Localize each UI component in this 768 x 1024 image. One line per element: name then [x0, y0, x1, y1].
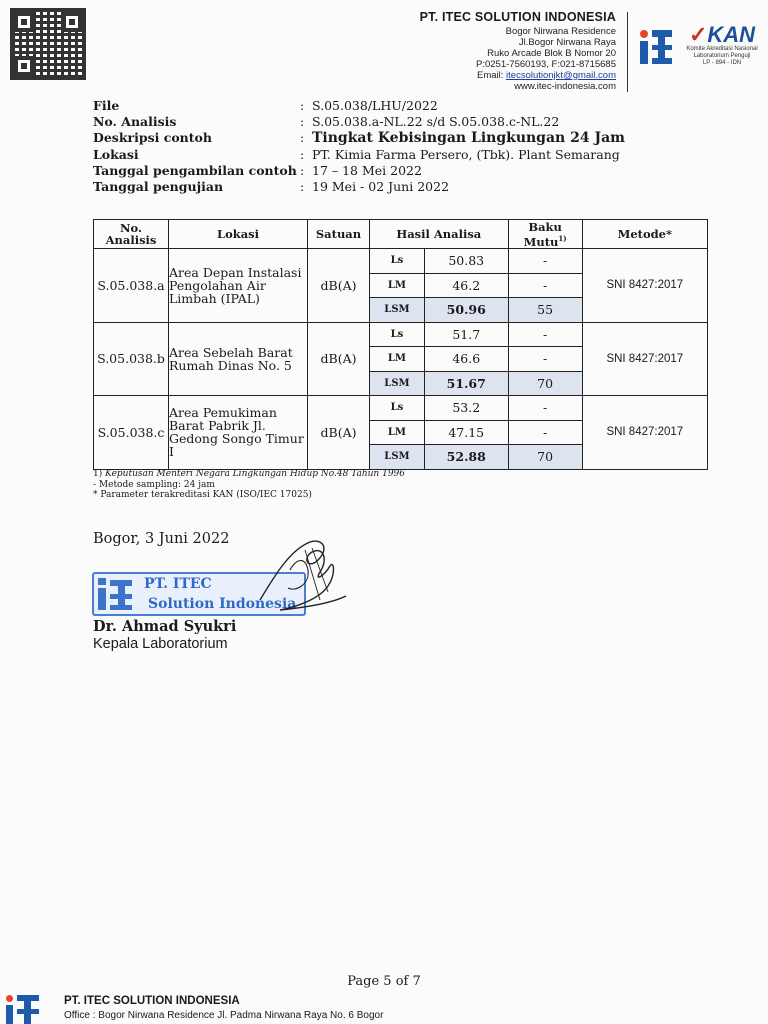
meta-label: File: [93, 98, 120, 113]
phone-fax-line: P:0251-7560193, F:021-8715685: [476, 59, 616, 70]
footer-company-name: PT. ITEC SOLUTION INDONESIA: [64, 995, 240, 1007]
note-2: - Metode sampling: 24 jam: [93, 479, 215, 490]
meta-row-tanggal-pengambilan: Tanggal pengambilan contoh : 17 – 18 Mei 2022: [93, 162, 422, 178]
cell-baku-mutu: -: [508, 249, 582, 274]
note-1-text: Keputusan Menteri Negara Lingkungan Hidup No.48 Tahun 1996: [105, 469, 405, 479]
table-row: [94, 322, 708, 347]
cell-baku-mutu: 70: [508, 445, 582, 470]
cell-satuan: dB(A): [308, 249, 370, 323]
kan-accreditation-logo: [680, 24, 764, 67]
note-3: * Parameter terakreditasi KAN (ISO/IEC 17025): [93, 490, 312, 500]
report-metadata: [93, 98, 693, 195]
cell-parameter-symbol: Ls: [370, 249, 425, 274]
cell-metode: SNI 8427:2017: [582, 396, 707, 470]
footer-office-address: Office : Bogor Nirwana Residence Jl. Padma Nirwana Raya No. 6 Bogor: [64, 1010, 384, 1021]
footnote-marker: 1): [558, 233, 567, 243]
cell-hasil-value: 46.6: [424, 347, 508, 372]
meta-row-lokasi: Lokasi : PT. Kimia Farma Persero, (Tbk). Plant Semarang: [93, 146, 620, 162]
website-link[interactable]: www.itec-indonesia.com: [514, 81, 616, 92]
stamp-itec-logo-icon: [98, 578, 134, 612]
note-1-marker: 1): [93, 469, 106, 479]
meta-value: S.05.038/LHU/2022: [312, 98, 438, 113]
kan-logo-text: KAN: [707, 22, 756, 47]
table-header-row: [94, 220, 708, 249]
email-label: Email:: [476, 70, 507, 81]
cell-hasil-value: 52.88: [424, 445, 508, 470]
kan-subtitle: Laboratorium Penguji: [693, 53, 751, 59]
cell-parameter-symbol: LM: [370, 347, 425, 372]
header-baku-mutu-label: Baku Mutu: [523, 219, 562, 249]
page-number: Page 5 of 7: [347, 974, 421, 989]
meta-row-no-analisis: No. Analisis : S.05.038.a-NL.22 s/d S.05.038.c-NL.22: [93, 114, 560, 130]
meta-value: 19 Mei - 02 Juni 2022: [312, 179, 450, 195]
note-1: [93, 469, 405, 480]
table-row: [94, 396, 708, 421]
cell-satuan: dB(A): [308, 322, 370, 396]
signing-date: Bogor, 3 Juni 2022: [93, 531, 230, 547]
kan-subtitle: Komite Akreditasi Nasional: [686, 46, 758, 52]
cell-hasil-value: 51.7: [424, 322, 508, 347]
email-line: [296, 70, 616, 81]
cell-parameter-symbol: Ls: [370, 322, 425, 347]
cell-parameter-symbol: LSM: [370, 371, 425, 396]
cell-lokasi: Area Pemukiman Barat Pabrik Jl. Gedong Songo Timur I: [169, 396, 308, 470]
company-name: PT. ITEC SOLUTION INDONESIA: [419, 10, 616, 24]
meta-label: Tanggal pengambilan contoh: [93, 162, 297, 178]
cell-baku-mutu: 70: [508, 371, 582, 396]
stamp-line-2: Solution Indonesia: [148, 596, 297, 612]
signer-name: Dr. Ahmad Syukri: [93, 618, 237, 635]
cell-baku-mutu: -: [508, 420, 582, 445]
cell-parameter-symbol: LSM: [370, 298, 425, 323]
kan-accreditation-number: LP - 894 - IDN: [702, 60, 742, 66]
meta-value: S.05.038.a-NL.22 s/d S.05.038.c-NL.22: [312, 114, 560, 130]
meta-row-deskripsi: Deskripsi contoh : Tingkat Kebisingan Lingkungan 24 Jam: [93, 130, 625, 147]
header-no-analisis: No. Analisis: [94, 220, 169, 249]
cell-hasil-value: 50.83: [424, 249, 508, 274]
company-address-block: [296, 10, 616, 92]
meta-label: No. Analisis: [93, 114, 177, 130]
table-notes: [93, 469, 405, 501]
table-body: [94, 249, 708, 470]
header-baku-mutu: [508, 220, 582, 249]
cell-baku-mutu: -: [508, 322, 582, 347]
address-line: Bogor Nirwana Residence: [505, 26, 616, 37]
meta-value: PT. Kimia Farma Persero, (Tbk). Plant Semarang: [312, 146, 620, 162]
email-link[interactable]: itecsolutionjkt@gmail.com: [506, 70, 616, 81]
meta-label: Tanggal pengujian: [93, 179, 224, 195]
cell-no-analisis: S.05.038.b: [94, 322, 169, 396]
stamp-line-1: PT. ITEC: [144, 576, 212, 592]
address-line: Jl.Bogor Nirwana Raya: [518, 37, 616, 48]
qr-code: [10, 8, 86, 80]
meta-value: 17 – 18 Mei 2022: [312, 162, 422, 178]
header-divider: [627, 12, 628, 92]
meta-value: Tingkat Kebisingan Lingkungan 24 Jam: [312, 130, 625, 147]
cell-lokasi: Area Sebelah Barat Rumah Dinas No. 5: [169, 322, 308, 396]
footer-itec-logo-icon: [4, 993, 42, 1024]
results-table: [93, 219, 708, 470]
header-hasil-analisa: Hasil Analisa: [370, 220, 509, 249]
cell-parameter-symbol: LM: [370, 273, 425, 298]
cell-baku-mutu: -: [508, 396, 582, 421]
cell-hasil-value: 51.67: [424, 371, 508, 396]
cell-hasil-value: 50.96: [424, 298, 508, 323]
cell-no-analisis: S.05.038.a: [94, 249, 169, 323]
cell-metode: SNI 8427:2017: [582, 249, 707, 323]
header-satuan: Satuan: [308, 220, 370, 249]
cell-parameter-symbol: Ls: [370, 396, 425, 421]
header-lokasi: Lokasi: [169, 220, 308, 249]
cell-baku-mutu: -: [508, 273, 582, 298]
address-line: Ruko Arcade Blok B Nomor 20: [487, 48, 616, 59]
cell-lokasi: Area Depan Instalasi Pengolahan Air Limbah (IPAL): [169, 249, 308, 323]
cell-parameter-symbol: LSM: [370, 445, 425, 470]
meta-label: Lokasi: [93, 146, 139, 162]
header-metode: Metode*: [582, 220, 707, 249]
checkmark-icon: ✓: [688, 22, 708, 47]
meta-label: Deskripsi contoh: [93, 130, 212, 146]
signer-role: Kepala Laboratorium: [93, 636, 228, 652]
cell-baku-mutu: -: [508, 347, 582, 372]
meta-row-tanggal-pengujian: Tanggal pengujian : 19 Mei - 02 Juni 2022: [93, 179, 450, 195]
handwritten-signature: [250, 530, 350, 620]
cell-hasil-value: 47.15: [424, 420, 508, 445]
table-row: [94, 249, 708, 274]
itec-logo-icon: [638, 28, 674, 66]
cell-hasil-value: 53.2: [424, 396, 508, 421]
cell-baku-mutu: 55: [508, 298, 582, 323]
cell-hasil-value: 46.2: [424, 273, 508, 298]
cell-no-analisis: S.05.038.c: [94, 396, 169, 470]
cell-parameter-symbol: LM: [370, 420, 425, 445]
meta-row-file: File : S.05.038/LHU/2022: [93, 98, 438, 113]
cell-metode: SNI 8427:2017: [582, 322, 707, 396]
cell-satuan: dB(A): [308, 396, 370, 470]
